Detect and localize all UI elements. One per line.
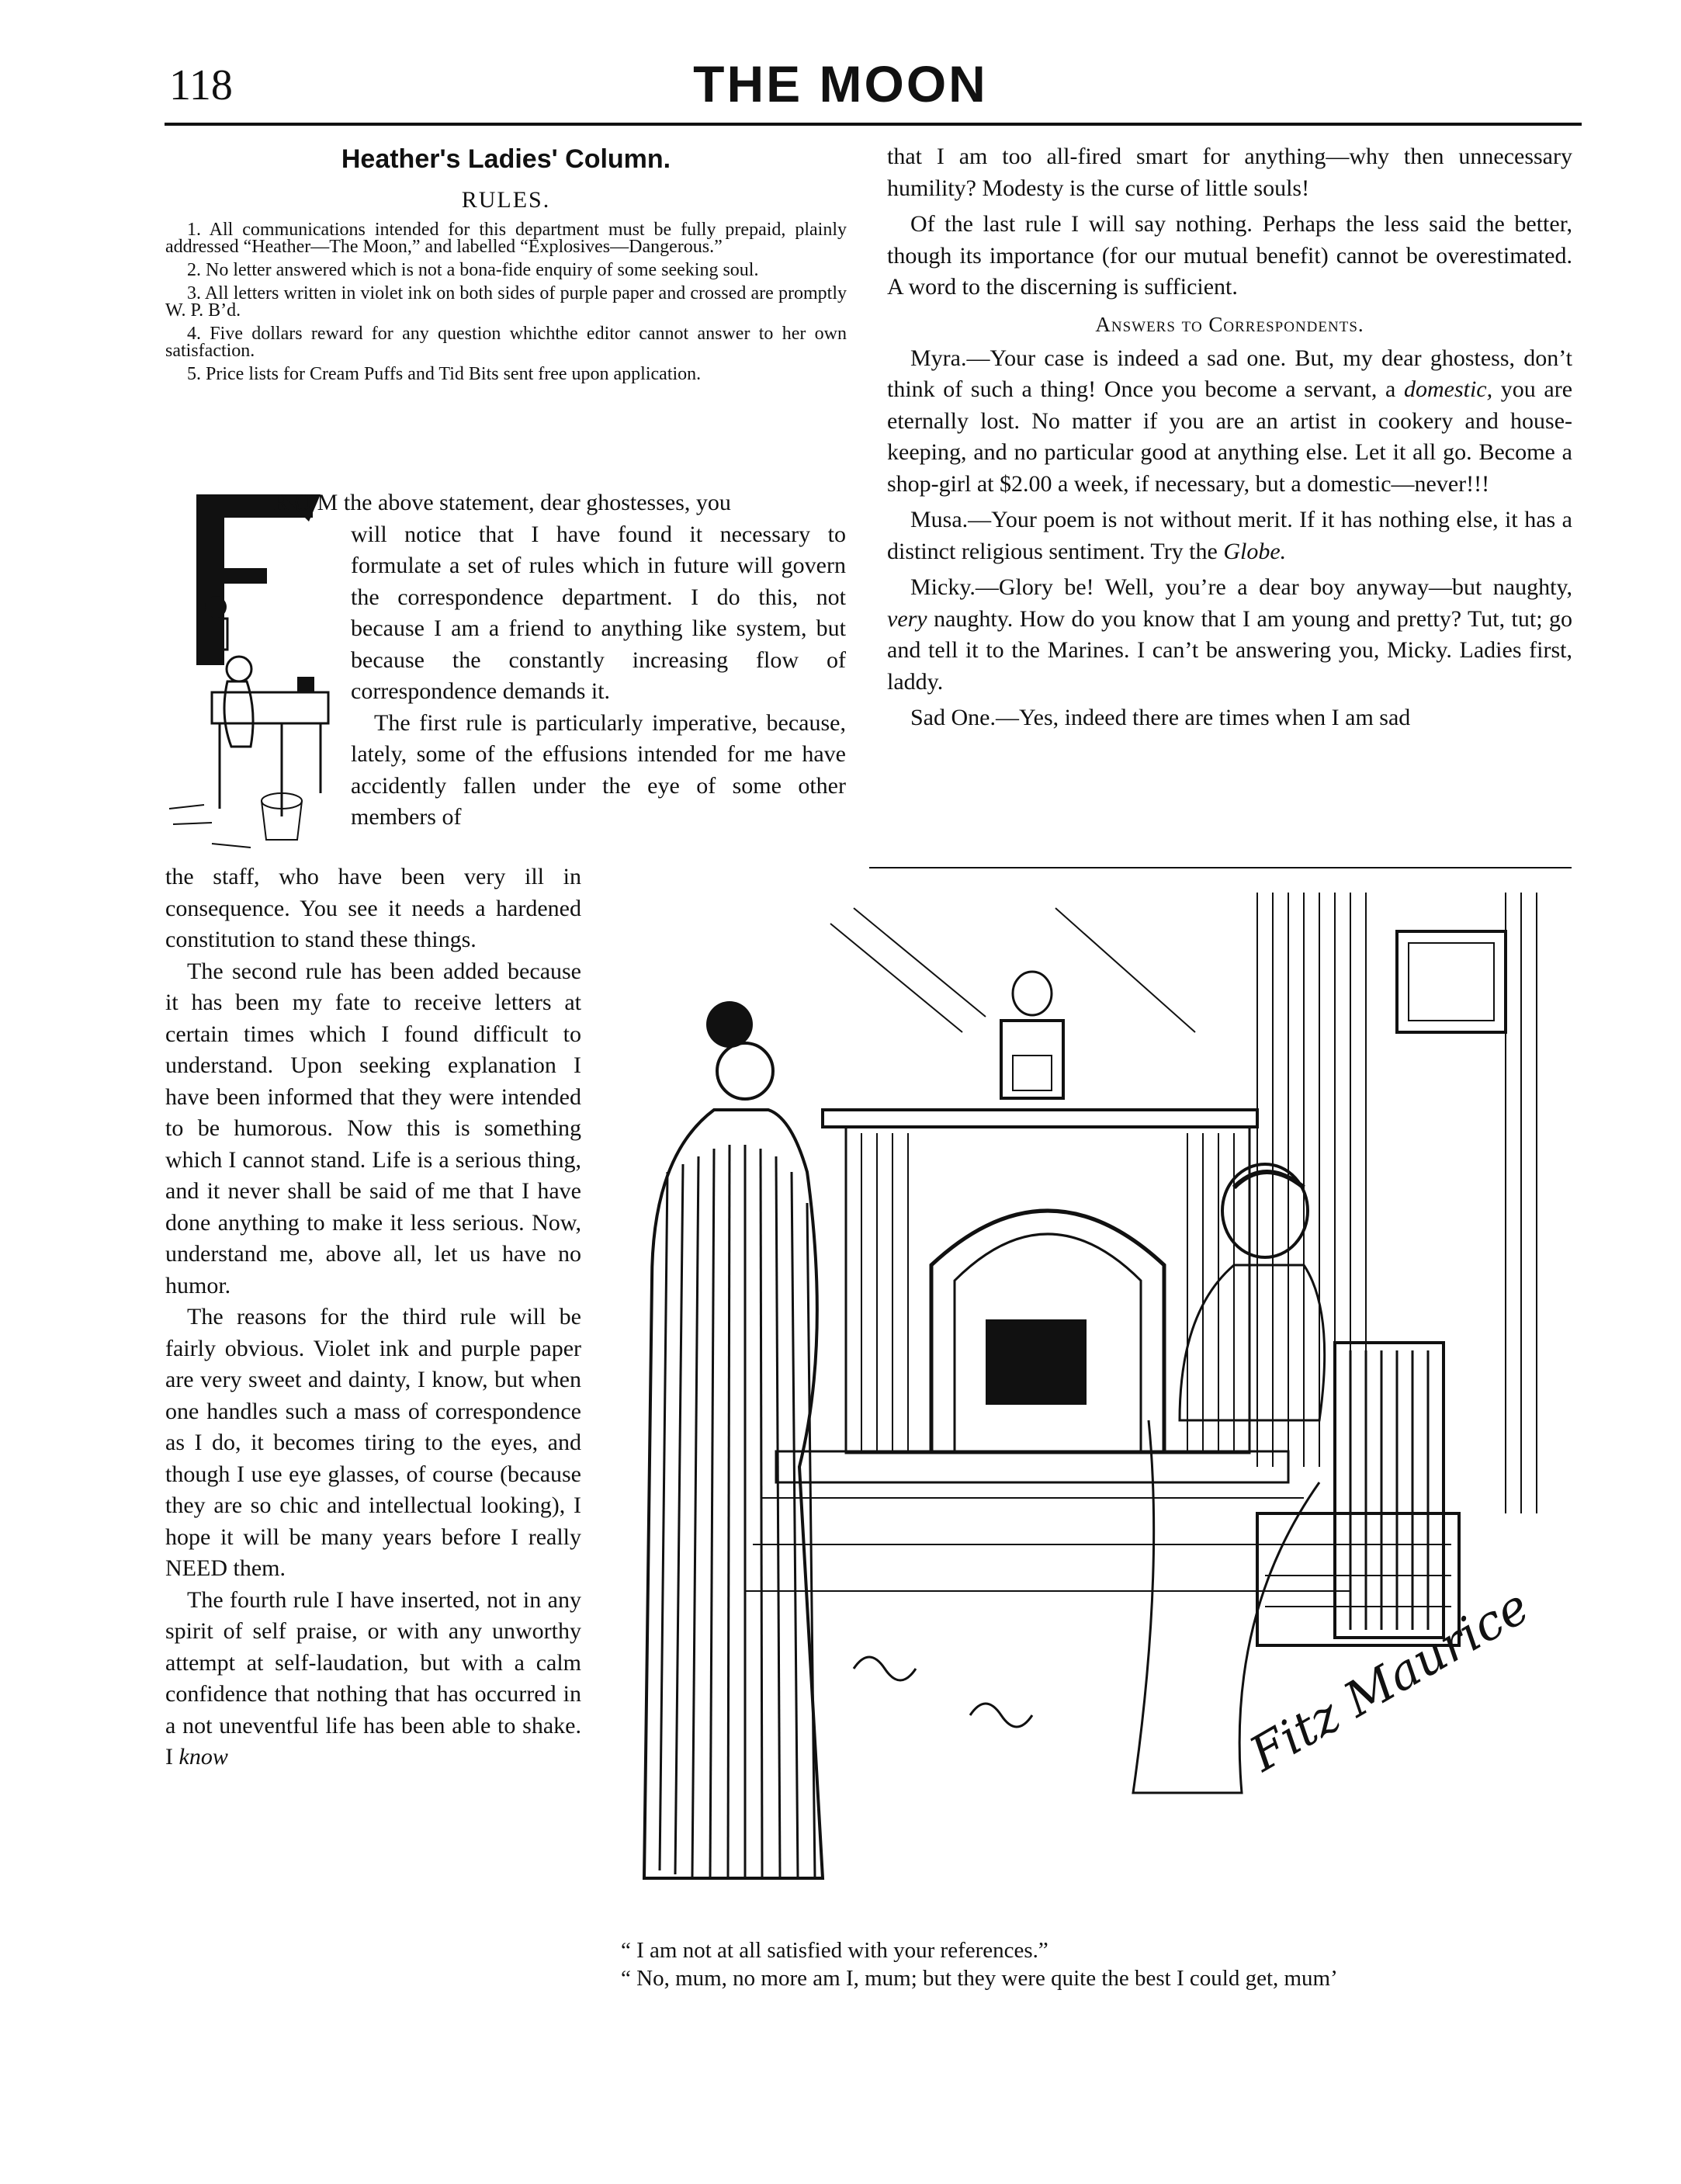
caption-line-1: “ I am not at all satisfied with your references.” <box>621 1938 1048 1963</box>
answer-myra-text: Myra.—Your case is indeed a sad one. But, my dear ghostess, don’t think of such a thing! Once you become a servant, a <box>887 345 1572 402</box>
answer-micky-text: Micky.—Glory be! Well, you’re a dear boy anyway—but naughty, <box>910 574 1572 600</box>
rule-item: 4. Five dollars reward for any question whichthe editor cannot answer to her own satisfaction. <box>165 324 847 361</box>
answer-myra <box>887 343 1572 501</box>
answer-micky <box>887 572 1572 698</box>
intro-text <box>273 487 846 834</box>
header-rule <box>165 123 1582 126</box>
paragraph-last-rule: Of the last rule I will say nothing. Perhaps the less said the better, though its importance (for our mutual benefit) cannot be overestimated. A word to the discerning is sufficient. <box>887 211 1572 300</box>
paragraph-staff: the staff, who have been very ill in consequence. You see it needs a hardened constitution to stand these things. <box>165 864 581 952</box>
column-title: Heather's Ladies' Column. <box>341 144 671 174</box>
rules-heading: RULES. <box>461 187 551 213</box>
intro-paragraph-2: The first rule is particularly imperative, because, lately, some of the effusions intended for me have accidently fallen under the eye of some other members of <box>351 709 846 830</box>
paragraph-third-rule: The reasons for the third rule will be fairly obvious. Violet ink and purple paper are very sweet and dainty, I know, but when one handles such a mass of correspondence as I do, it becomes tiring to the eyes, and though I use eye glasses, of course (because they are so chic and intellectual looking), I hope it will be many years before I really NEED them. <box>165 1304 581 1581</box>
answer-musa-emphasis: Globe. <box>1223 538 1287 564</box>
illustration <box>621 877 1552 1917</box>
answer-musa <box>887 504 1572 567</box>
answer-micky-text-2: naughty. How do you know that I am young and pretty? Tut, tut; go and tell it to the Marines. I can’t be answering you, Micky. Ladies first, laddy. <box>887 605 1573 695</box>
answer-micky-emphasis: very <box>887 605 927 632</box>
fourth-rule-emphasis: know <box>178 1744 228 1770</box>
illustration-drawing <box>621 877 1552 1917</box>
illustration-caption <box>621 1936 1568 1992</box>
seated-woman-figure <box>1133 1164 1325 1793</box>
lower-left-column <box>165 861 581 1773</box>
answers-heading: Answers to Correspondents. <box>1095 312 1364 336</box>
rule-item: 3. All letters written in violet ink on both sides of purple paper and crossed are promptly W. P. B’d. <box>165 283 847 321</box>
right-column <box>887 141 1572 739</box>
rule-item: 5. Price lists for Cream Puffs and Tid Bits sent free upon application. <box>187 364 702 384</box>
artist-signature: Fitz Maurice <box>1240 1577 1539 1783</box>
illustration-top-rule <box>869 867 1572 868</box>
caption-line-2: “ No, mum, no more am I, mum; but they were quite the best I could get, mum’ <box>621 1966 1338 1991</box>
answer-myra-emphasis: domestic, <box>1403 376 1493 402</box>
answer-musa-text: Musa.—Your poem is not without merit. If it has nothing else, it has a distinct religious sentiment. Try the <box>887 507 1572 564</box>
standing-woman-figure <box>644 1001 823 1878</box>
rule-item: 2. No letter answered which is not a bona-fide enquiry of some seeking soul. <box>187 260 759 280</box>
intro-paragraph-1: will notice that I have found it necessary to formulate a set of rules which in future will govern the correspondence department. I do this, not because I am a friend to anything like system, but because the constantly increasing flow of correspondence demands it. <box>351 521 846 704</box>
intro-first-line: R O M the above statement, dear ghostesses, you <box>273 490 731 515</box>
fourth-rule-text: The fourth rule I have inserted, not in any spirit of self praise, or with any unworthy attempt at self-laudation, but with a calm confidence that nothing that has occurred in a not uneventful life has been able to shake. I <box>165 1586 581 1770</box>
page-number: 118 <box>169 61 233 109</box>
rule-item: 1. All communications intended for this department must be fully prepaid, plainly addressed “Heather—The Moon,” and labelled “Explosives—Dangerous.” <box>165 220 847 257</box>
paragraph-continuation: that I am too all-fired smart for anything—why then unnecessary humility? Modesty is the curse of little souls! <box>887 144 1572 201</box>
left-column-top <box>165 141 847 389</box>
paragraph-second-rule: The second rule has been added because it has been my fate to receive letters at certain times which I found difficult to understand. Upon seeking explanation I have been informed that they were intended to be humorous. Now this is something which I cannot stand. Life is a serious thing, and it never shall be said of me that I have done anything to make it less serious. Now, understand me, above all, let us have no humor. <box>165 958 581 1298</box>
answer-myra-text-2: you are eternally lost. No matter if you are an artist in cookery and house-keeping, and no particular good at anything else. Let it all go. Become a shop-girl at $2.00 a week, if necessary, but a domestic—never!!! <box>887 376 1573 497</box>
paragraph-fourth-rule <box>165 1585 581 1773</box>
masthead: THE MOON <box>693 55 988 113</box>
answer-sad-one: Sad One.—Yes, indeed there are times when I am sad <box>910 705 1411 730</box>
